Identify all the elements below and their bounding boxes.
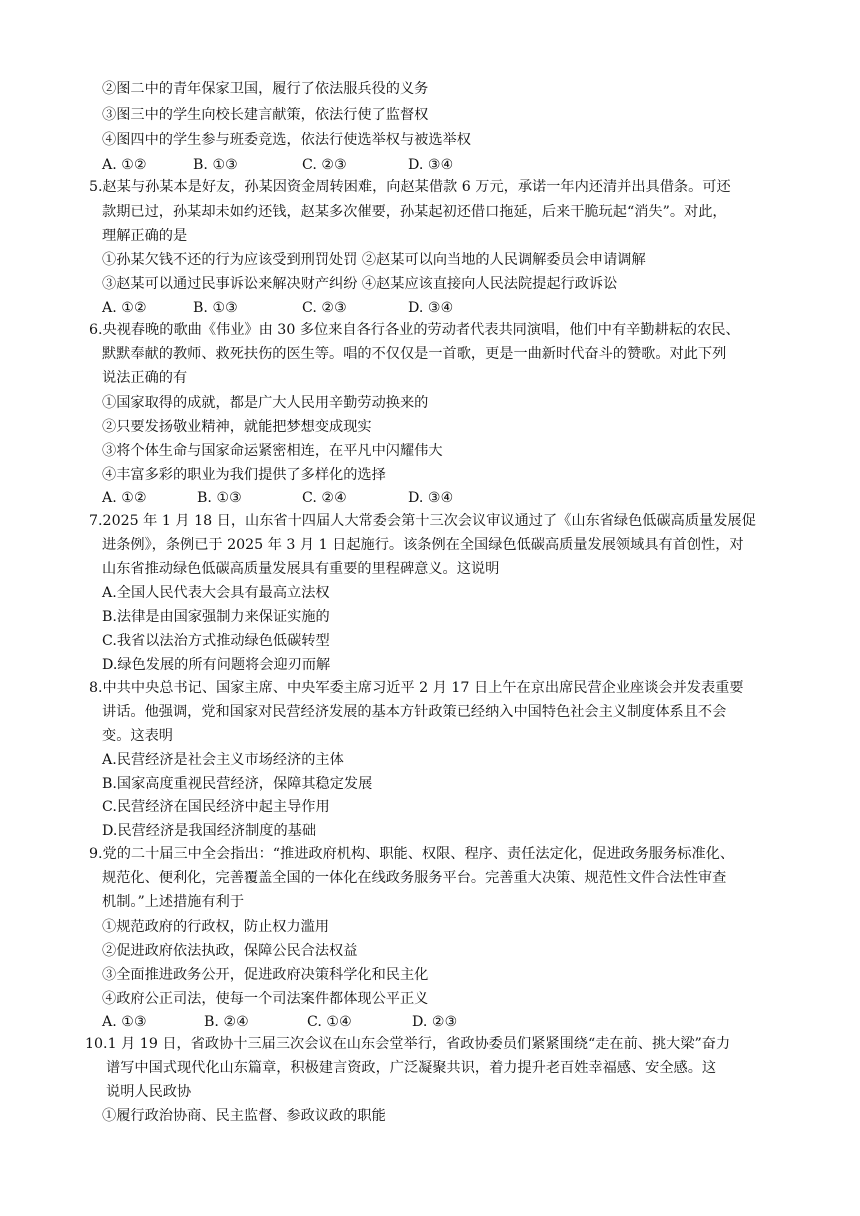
q6-statement-1: ①国家取得的成就，都是广大人民用辛勤劳动换来的 (102, 395, 429, 411)
q5-stem-line-2: 款期已过，孙某却未如约还钱，赵某多次催要，孙某起初还借口拖延，后来干脆玩起“消失”。对此， (102, 204, 727, 220)
q9-option-a: A. ①③ (102, 1014, 147, 1030)
q9-option-b: B. ②④ (204, 1014, 249, 1030)
q7-option-a: A.全国人民代表大会具有最高立法权 (102, 585, 330, 601)
q7-option-d: D.绿色发展的所有问题将会迎刃而解 (102, 657, 331, 673)
q7-option-b: B.法律是由国家强制力来保证实施的 (102, 609, 330, 625)
q8-option-c: C.民营经济在国民经济中起主导作用 (102, 799, 330, 815)
q10-stem-line-2: 谱写中国式现代化山东篇章，积极建言资政，广泛凝聚共识，着力提升老百姓幸福感、安全感。这 (106, 1060, 717, 1076)
q8-option-d: D.民营经济是我国经济制度的基础 (102, 823, 317, 839)
q6-statement-2: ②只要发扬敬业精神，就能把梦想变成现实 (102, 419, 372, 435)
q6-statement-3: ③将个体生命与国家命运紧密相连，在平凡中闪耀伟大 (102, 443, 443, 459)
q5-option-a: A. ①② (102, 300, 147, 316)
q6-stem-line-1: 6.央视春晚的歌曲《伟业》由 30 多位来自各行各业的劳动者代表共同演唱，他们中有辛勤耕耘的农民、 (89, 322, 740, 338)
q4-option-d: D. ③④ (408, 157, 454, 173)
q10-stem-line-1: 10.1 月 19 日，省政协十三届三次会议在山东会堂举行，省政协委员们紧紧围绕“走在前、挑大梁”奋力 (85, 1036, 731, 1052)
q8-stem-line-1: 8.中共中央总书记、国家主席、中央军委主席习近平 2 月 17 日上午在京出席民营企业座谈会并发表重要 (89, 680, 744, 696)
q6-option-a: A. ①② (102, 490, 147, 506)
q5-stem-line-3: 理解正确的是 (102, 228, 188, 244)
q7-stem-line-1: 7.2025 年 1 月 18 日，山东省十四届人大常委会第十三次会议审议通过了《山东省绿色低碳高质量发展促 (89, 513, 756, 529)
q7-stem-line-3: 山东省推动绿色低碳高质量发展具有重要的里程碑意义。这说明 (102, 561, 500, 577)
q5-statements-3-4: ③赵某可以通过民事诉讼来解决财产纠纷 ④赵某应该直接向人民法院提起行政诉讼 (102, 276, 618, 292)
q5-option-b: B. ①③ (193, 300, 238, 316)
q8-option-b: B.国家高度重视民营经济，保障其稳定发展 (102, 776, 373, 792)
q4-statement-2: ②图二中的青年保家卫国，履行了依法服兵役的义务 (102, 81, 429, 97)
q5-stem-line-1: 5.赵某与孙某本是好友，孙某因资金周转困难，向赵某借款 6 万元，承诺一年内还清并出具借条。可还 (89, 179, 731, 195)
q7-option-c: C.我省以法治方式推动绿色低碳转型 (102, 633, 330, 649)
q8-option-a: A.民营经济是社会主义市场经济的主体 (102, 752, 344, 768)
q9-stem-line-2: 规范化、便利化，完善覆盖全国的一体化在线政务服务平台。完善重大决策、规范性文件合法性审查 (102, 870, 727, 886)
q9-option-c: C. ①④ (307, 1014, 352, 1030)
q7-stem-line-2: 进条例》，条例已于 2025 年 3 月 1 日起施行。该条例在全国绿色低碳高质量发展领域具有首创性，对 (102, 537, 744, 553)
q6-stem-line-3: 说法正确的有 (102, 370, 188, 386)
q4-option-a: A. ①② (102, 157, 147, 173)
q9-stem-line-3: 机制。”上述措施有利于 (102, 894, 245, 910)
q8-stem-line-2: 讲话。他强调，党和国家对民营经济发展的基本方针政策已经纳入中国特色社会主义制度体系且不会 (102, 704, 727, 720)
q6-option-c: C. ②④ (302, 490, 347, 506)
q4-statement-3: ③图三中的学生向校长建言献策，依法行使了监督权 (102, 107, 429, 123)
q5-statements-1-2: ①孙某欠钱不还的行为应该受到刑罚处罚 ②赵某可以向当地的人民调解委员会申请调解 (102, 252, 646, 268)
q6-stem-line-2: 默默奉献的教师、救死扶伤的医生等。唱的不仅仅是一首歌，更是一曲新时代奋斗的赞歌。对此下列 (102, 346, 727, 362)
q6-statement-4: ④丰富多彩的职业为我们提供了多样化的选择 (102, 467, 386, 483)
q6-option-b: B. ①③ (197, 490, 242, 506)
q9-statement-2: ②促进政府依法执政，保障公民合法权益 (102, 943, 358, 959)
q10-stem-line-3: 说明人民政协 (106, 1084, 192, 1100)
q4-option-c: C. ②③ (302, 157, 347, 173)
q5-option-c: C. ②③ (302, 300, 347, 316)
q9-option-d: D. ②③ (412, 1014, 458, 1030)
q8-stem-line-3: 变。这表明 (102, 728, 173, 744)
q4-option-b: B. ①③ (193, 157, 238, 173)
q9-statement-4: ④政府公正司法，使每一个司法案件都体现公平正义 (102, 991, 429, 1007)
q4-statement-4: ④图四中的学生参与班委竞选，依法行使选举权与被选举权 (102, 132, 471, 148)
q6-option-d: D. ③④ (408, 490, 454, 506)
q5-option-d: D. ③④ (408, 300, 454, 316)
q9-stem-line-1: 9.党的二十届三中全会指出：“推进政府机构、职能、权限、程序、责任法定化，促进政务服务标准化、 (89, 846, 735, 862)
q9-statement-1: ①规范政府的行政权，防止权力滥用 (102, 919, 330, 935)
q10-statement-1: ①履行政治协商、民主监督、参政议政的职能 (102, 1108, 386, 1124)
q9-statement-3: ③全面推进政务公开，促进政府决策科学化和民主化 (102, 967, 429, 983)
